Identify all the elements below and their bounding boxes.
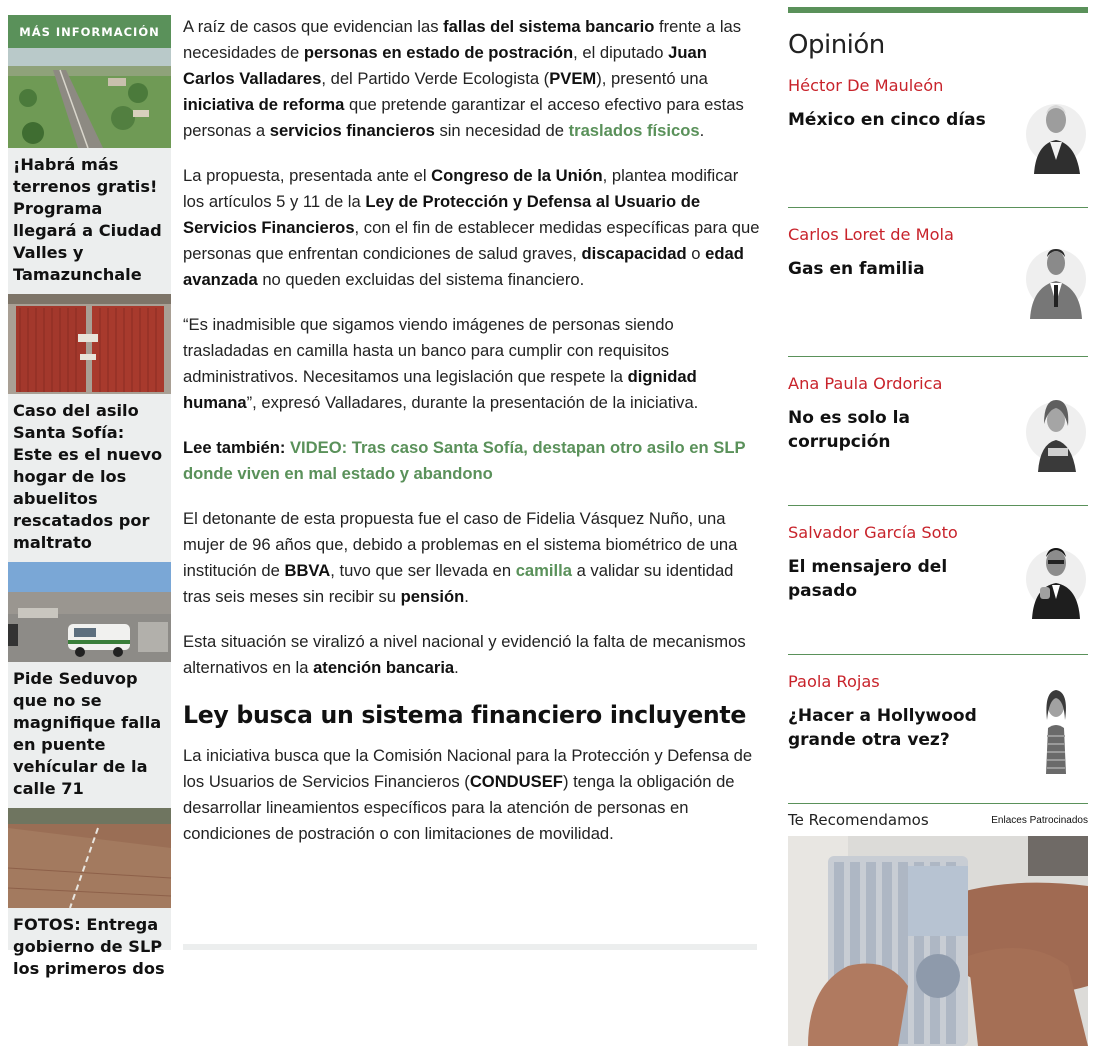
story-thumbnail[interactable] [8,294,171,394]
story-thumbnail[interactable] [8,562,171,662]
sidebar-story[interactable] [8,294,171,562]
paragraph-text: no queden excluidas del sistema financiero. [257,270,585,289]
paragraph-text: ) tenga la obligación de desarrollar lineamientos específicos para la atención de personas en condiciones de postración o con limitaciones de movilidad. [183,772,735,843]
opinion-top-bar [788,7,1088,13]
opinion-author[interactable]: Paola Rojas [788,672,880,691]
opinion-title[interactable]: México en cinco días [788,110,986,130]
sidebar-story[interactable] [8,808,171,988]
author-portrait[interactable] [1022,368,1086,472]
opinion-item[interactable] [788,225,1088,357]
opinion-author[interactable]: Salvador García Soto [788,523,958,542]
bold-text: dignidad humana [183,367,697,412]
opinion-item[interactable] [788,672,1088,804]
paragraph-text: ”, expresó Valladares, durante la presentación de la iniciativa. [246,393,699,412]
article-paragraph [183,163,763,293]
story-title[interactable]: FOTOS: Entrega gobierno de SLP los primeros dos [13,915,165,978]
paragraph-text: , tuvo que ser llevada en [330,561,516,580]
article-body [183,14,763,866]
bold-text: Ley de Protección y Defensa al Usuario de Servicios Financieros [183,192,701,237]
bold-text: Juan Carlos Valladares [183,43,707,88]
recommended-ad-image[interactable] [788,836,1088,1046]
bold-text: BBVA [284,561,331,580]
opinion-heading: Opinión [788,30,885,60]
read-also-label: Lee también: [183,438,286,457]
inline-link[interactable]: traslados físicos [568,121,700,140]
article-paragraph [183,14,763,144]
opinion-sidebar [788,7,1088,1046]
paragraph-text: , del Partido Verde Ecologista ( [321,69,550,88]
story-thumbnail[interactable] [8,808,171,908]
opinion-item[interactable] [788,523,1088,655]
article-paragraph [183,629,763,681]
opinion-author[interactable]: Carlos Loret de Mola [788,225,954,244]
section-heading: Ley busca un sistema financiero incluyente [183,701,747,729]
paragraph-text: . [464,587,469,606]
paragraph-text: sin necesidad de [434,121,569,140]
paragraph-text: , plantea modificar los artículos 5 y 11 de la [183,166,739,211]
opinion-item[interactable] [788,76,1088,208]
bold-text: servicios financieros [269,121,435,140]
bold-text: iniciativa de reforma [183,95,345,114]
story-title[interactable]: ¡Habrá más terrenos gratis! Programa llegará a Ciudad Valles y Tamazunchale [13,155,162,284]
read-also [183,435,763,487]
more-info-header: MÁS INFORMACIÓN [8,15,171,48]
paragraph-text: . [454,658,459,677]
paragraph-text: ), presentó una [596,69,708,88]
author-portrait[interactable] [1022,670,1086,774]
article-paragraph [183,743,763,847]
sidebar-story[interactable] [8,48,171,294]
paragraph-text: Esta situación se viralizó a nivel nacional y evidenció la falta de mecanismos alternativos en la [183,632,746,677]
bold-text: atención bancaria [313,658,455,677]
recommend-header [788,806,1088,834]
paragraph-text: , con el fin de establecer medidas específicas para que personas que enfrentan condiciones de salud graves, [183,218,760,263]
paragraph-text: a validar su identidad tras seis meses sin recibir su [183,561,734,606]
bold-text: fallas del sistema bancario [443,17,655,36]
paragraph-text: El detonante de esta propuesta fue el caso de Fidelia Vásquez Nuño, una mujer de 96 años que, debido a problemas en el sistema biométrico de una institución de [183,509,738,580]
paragraph-text: La propuesta, presentada ante el [183,166,432,185]
author-portrait[interactable] [1022,70,1086,174]
recommend-title: Te Recomendamos [788,811,929,829]
paragraph-text: que pretende garantizar el acceso efectivo para estas personas a [183,95,744,140]
inline-link[interactable]: camilla [515,561,572,580]
paragraph-text: , el diputado [573,43,669,62]
bold-text: edad avanzada [183,244,744,289]
sidebar-story[interactable] [8,562,171,808]
bold-text: discapacidad [581,244,687,263]
story-thumbnail[interactable] [8,48,171,148]
article-paragraph [183,312,763,416]
author-portrait[interactable] [1022,215,1086,319]
read-also-link[interactable]: VIDEO: Tras caso Santa Sofía, destapan otro asilo en SLP donde viven en mal estado y abandono [183,438,746,483]
opinion-author[interactable]: Ana Paula Ordorica [788,374,943,393]
bold-text: personas en estado de postración [303,43,574,62]
bold-text: CONDUSEF [469,772,563,791]
paragraph-text: o [686,244,706,263]
paragraph-text: La iniciativa busca que la Comisión Nacional para la Protección y Defensa de los Usuarios de Servicios Financieros ( [183,746,753,791]
opinion-list [788,76,1088,804]
paragraph-text: “Es inadmisible que sigamos viendo imágenes de personas siendo trasladadas en camilla hasta un banco para cumplir con requisitos administrativos. Necesitamos una legislación que respete la [183,315,674,386]
bold-text: PVEM [549,69,597,88]
more-info-sidebar [8,15,171,978]
opinion-title[interactable]: ¿Hacer a Hollywood grande otra vez? [788,706,977,750]
story-title[interactable]: Pide Seduvop que no se magnifique falla en puente vehícular de la calle 71 [13,669,162,798]
opinion-title[interactable]: El mensajero del pasado [788,557,948,601]
bold-text: pensión [400,587,465,606]
paragraph-text: . [699,121,705,140]
opinion-title[interactable]: Gas en familia [788,259,925,279]
paragraph-text: frente a las necesidades de [183,17,742,62]
article-paragraph [183,506,763,610]
paragraph-text: A raíz de casos que evidencian las [183,17,444,36]
sponsored-label[interactable]: Enlaces Patrocinados [991,814,1088,826]
story-title[interactable]: Caso del asilo Santa Sofía: Este es el nuevo hogar de los abuelitos rescatados por maltrato [13,401,163,552]
article-divider [183,944,757,950]
author-portrait[interactable] [1022,515,1086,619]
opinion-item[interactable] [788,374,1088,506]
opinion-author[interactable]: Héctor De Mauleón [788,76,944,95]
opinion-title[interactable]: No es solo la corrupción [788,408,910,452]
bold-text: Congreso de la Unión [431,166,603,185]
